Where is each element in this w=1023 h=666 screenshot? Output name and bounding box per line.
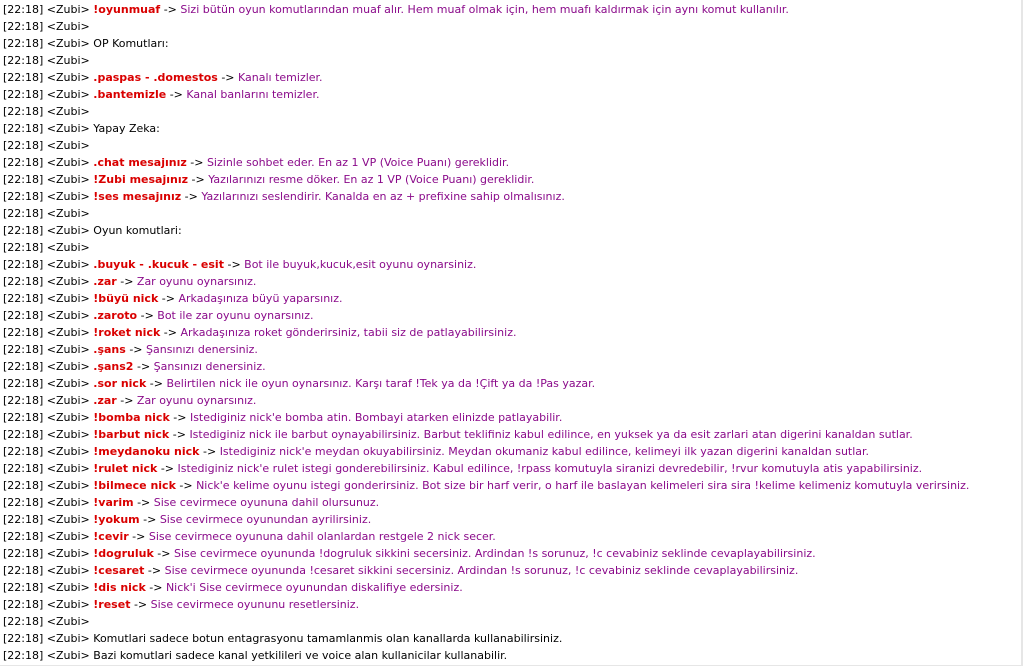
arrow-separator: -> [191, 173, 205, 186]
command-description: Zar oyunu oynarsınız. [136, 275, 257, 288]
sender-nick[interactable]: <Zubi> [46, 309, 90, 322]
sender-nick[interactable]: <Zubi> [46, 88, 90, 101]
chat-line [0, 426, 1021, 443]
sender-nick[interactable]: <Zubi> [46, 496, 90, 509]
timestamp: [22:18] [3, 445, 44, 458]
timestamp: [22:18] [3, 88, 44, 101]
command-description: Yazılarınızı resme döker. En az 1 VP (Voice Puanı) gereklidir. [208, 173, 535, 186]
sender-nick[interactable]: <Zubi> [46, 411, 90, 424]
command-name: !Zubi mesajınız [93, 173, 189, 186]
timestamp: [22:18] [3, 292, 44, 305]
command-name: !rulet nick [93, 462, 158, 475]
timestamp: [22:18] [3, 190, 44, 203]
arrow-separator: -> [137, 496, 151, 509]
timestamp: [22:18] [3, 394, 44, 407]
command-description: Nick'i Sise cevirmece oyunundan diskalifiye edersiniz. [165, 581, 463, 594]
chat-line [0, 511, 1021, 528]
chat-line [0, 392, 1021, 409]
sender-nick[interactable]: <Zubi> [46, 326, 90, 339]
sender-nick[interactable]: <Zubi> [46, 292, 90, 305]
chat-line [0, 239, 1021, 256]
timestamp: [22:18] [3, 71, 44, 84]
message-text: Oyun komutlari: [93, 224, 182, 237]
timestamp: [22:18] [3, 649, 44, 662]
chat-line [0, 69, 1021, 86]
timestamp: [22:18] [3, 513, 44, 526]
sender-nick[interactable]: <Zubi> [46, 71, 90, 84]
command-description: Sizinle sohbet eder. En az 1 VP (Voice Puanı) gereklidir. [206, 156, 510, 169]
chat-line [0, 460, 1021, 477]
sender-nick[interactable]: <Zubi> [46, 632, 90, 645]
command-name: !cesaret [93, 564, 145, 577]
chat-line [0, 375, 1021, 392]
command-name: .chat mesajınız [93, 156, 187, 169]
arrow-separator: -> [161, 292, 175, 305]
arrow-separator: -> [140, 309, 154, 322]
timestamp: [22:18] [3, 428, 44, 441]
sender-nick[interactable]: <Zubi> [46, 54, 90, 67]
timestamp: [22:18] [3, 547, 44, 560]
chat-line [0, 358, 1021, 375]
command-description: Sise cevirmece oyununda !cesaret sikkini secersiniz. Ardindan !s sorunuz, !c cevabiniz seklinde cevaplayabilirsiniz. [164, 564, 799, 577]
timestamp: [22:18] [3, 377, 44, 390]
chat-line [0, 613, 1021, 630]
chat-line [0, 154, 1021, 171]
chat-line [0, 188, 1021, 205]
timestamp: [22:18] [3, 326, 44, 339]
arrow-separator: -> [149, 377, 163, 390]
sender-nick[interactable]: <Zubi> [46, 530, 90, 543]
sender-nick[interactable]: <Zubi> [46, 343, 90, 356]
sender-nick[interactable]: <Zubi> [46, 598, 90, 611]
arrow-separator: -> [221, 71, 235, 84]
sender-nick[interactable]: <Zubi> [46, 360, 90, 373]
chat-line [0, 18, 1021, 35]
timestamp: [22:18] [3, 224, 44, 237]
timestamp: [22:18] [3, 105, 44, 118]
command-description: Sise cevirmece oyununa dahil olursunuz. [153, 496, 380, 509]
sender-nick[interactable]: <Zubi> [46, 139, 90, 152]
chat-line [0, 1, 1021, 18]
chat-line [0, 409, 1021, 426]
timestamp: [22:18] [3, 530, 44, 543]
command-name: .bantemizle [93, 88, 167, 101]
chat-line [0, 52, 1021, 69]
timestamp: [22:18] [3, 632, 44, 645]
command-description: Istediginiz nick'e bomba atin. Bombayi atarken elinizde patlayabilir. [189, 411, 563, 424]
arrow-separator: -> [120, 394, 134, 407]
command-description: Kanal banlarını temizler. [186, 88, 320, 101]
timestamp: [22:18] [3, 20, 44, 33]
command-description: Nick'e kelime oyunu istegi gonderirsiniz. Bot size bir harf verir, o harf ile baslayan kelimeleri sira sira !kelime kelimeniz komutuyla verirsiniz. [196, 479, 970, 492]
timestamp: [22:18] [3, 3, 44, 16]
command-description: Arkadaşınıza roket gönderirsiniz, tabii siz de patlayabilirsiniz. [180, 326, 517, 339]
arrow-separator: -> [133, 598, 148, 611]
command-name: .buyuk - .kucuk - esit [93, 258, 224, 271]
chat-line [0, 528, 1021, 545]
command-description: Istediginiz nick'e meydan okuyabilirsiniz. Meydan okumaniz kabul edilince, kelimeyi ilk yazan digerini kanaldan sutlar. [219, 445, 870, 458]
chat-line [0, 307, 1021, 324]
chat-line [0, 35, 1021, 52]
sender-nick[interactable]: <Zubi> [46, 190, 90, 203]
chat-line [0, 171, 1021, 188]
arrow-separator: -> [157, 547, 171, 560]
sender-nick[interactable]: <Zubi> [46, 156, 90, 169]
arrow-separator: -> [179, 479, 193, 492]
arrow-separator: -> [143, 513, 157, 526]
command-description: Yazılarınızı seslendirir. Kanalda en az + prefixine sahip olmalısınız. [201, 190, 565, 203]
timestamp: [22:18] [3, 343, 44, 356]
sender-nick[interactable]: <Zubi> [46, 20, 90, 33]
command-name: !büyü nick [93, 292, 159, 305]
command-description: Istediginiz nick'e rulet istegi gonderebilirsiniz. Kabul edilince, !rpass komutuyla siranizi devredebilir, !rvur komutuyla atis yapabilirsiniz. [177, 462, 923, 475]
chat-line [0, 86, 1021, 103]
timestamp: [22:18] [3, 54, 44, 67]
sender-nick[interactable]: <Zubi> [46, 105, 90, 118]
sender-nick[interactable]: <Zubi> [46, 462, 90, 475]
arrow-separator: -> [132, 530, 146, 543]
timestamp: [22:18] [3, 37, 44, 50]
timestamp: [22:18] [3, 122, 44, 135]
command-name: .sor nick [93, 377, 147, 390]
arrow-separator: -> [149, 581, 163, 594]
message-text: Komutlari sadece botun entagrasyonu tamamlanmis olan kanallarda kullanabilirsiniz. [93, 632, 563, 645]
command-name: !reset [93, 598, 131, 611]
chat-line [0, 120, 1021, 137]
command-name: !varim [93, 496, 134, 509]
timestamp: [22:18] [3, 479, 44, 492]
command-name: !roket nick [93, 326, 161, 339]
arrow-separator: -> [203, 445, 217, 458]
arrow-separator: -> [169, 88, 183, 101]
command-name: !dogruluk [93, 547, 154, 560]
sender-nick[interactable]: <Zubi> [46, 37, 90, 50]
command-description: Sise cevirmece oyunundan ayrilirsiniz. [159, 513, 372, 526]
timestamp: [22:18] [3, 598, 44, 611]
command-name: .şans2 [93, 360, 134, 373]
sender-nick[interactable]: <Zubi> [46, 275, 90, 288]
command-description: Sise cevirmece oyununda !dogruluk sikkini secersiniz. Ardindan !s sorunuz, !c cevabiniz seklinde cevaplayabilirsiniz. [173, 547, 816, 560]
chat-line [0, 494, 1021, 511]
arrow-separator: -> [163, 3, 177, 16]
timestamp: [22:18] [3, 581, 44, 594]
chat-line [0, 596, 1021, 613]
chat-line [0, 443, 1021, 460]
command-description: Kanalı temizler. [238, 71, 323, 84]
timestamp: [22:18] [3, 258, 44, 271]
arrow-separator: -> [190, 156, 204, 169]
command-name: .zaroto [93, 309, 138, 322]
timestamp: [22:18] [3, 462, 44, 475]
message-text: Yapay Zeka: [93, 122, 160, 135]
timestamp: [22:18] [3, 241, 44, 254]
arrow-separator: -> [172, 428, 186, 441]
arrow-separator: -> [147, 564, 162, 577]
command-name: .şans [93, 343, 126, 356]
timestamp: [22:18] [3, 275, 44, 288]
sender-nick[interactable]: <Zubi> [46, 581, 90, 594]
sender-nick[interactable]: <Zubi> [46, 224, 90, 237]
command-description: Bot ile zar oyunu oynarsınız. [157, 309, 314, 322]
command-description: Istediginiz nick ile barbut oynayabilirsiniz. Barbut teklifiniz kabul edilince, en yuksek ya da esit zarlari atan digerini kanaldan sutlar. [189, 428, 913, 441]
sender-nick[interactable]: <Zubi> [46, 564, 90, 577]
sender-nick[interactable]: <Zubi> [46, 241, 90, 254]
sender-nick[interactable]: <Zubi> [46, 547, 90, 560]
timestamp: [22:18] [3, 496, 44, 509]
command-name: !yokum [93, 513, 140, 526]
command-description: Arkadaşınıza büyü yaparsınız. [178, 292, 343, 305]
chat-line [0, 137, 1021, 154]
chat-line [0, 205, 1021, 222]
sender-nick[interactable]: <Zubi> [46, 3, 90, 16]
timestamp: [22:18] [3, 411, 44, 424]
arrow-separator: -> [160, 462, 174, 475]
chat-line [0, 273, 1021, 290]
arrow-separator: -> [173, 411, 187, 424]
command-name: !cevir [93, 530, 129, 543]
sender-nick[interactable]: <Zubi> [46, 479, 90, 492]
chat-line [0, 324, 1021, 341]
command-description: Şansınızı denersiniz. [146, 343, 258, 356]
chat-line [0, 579, 1021, 596]
timestamp: [22:18] [3, 615, 44, 628]
arrow-separator: -> [163, 326, 177, 339]
command-description: Sizi bütün oyun komutlarından muaf alır. Hem muaf olmak için, hem muafı kaldırmak için aynı komut kullanılır. [180, 3, 789, 16]
command-name: .zar [93, 394, 117, 407]
chat-line [0, 103, 1021, 120]
sender-nick[interactable]: <Zubi> [46, 173, 90, 186]
timestamp: [22:18] [3, 156, 44, 169]
message-text: OP Komutları: [93, 37, 169, 50]
command-name: .paspas - .domestos [93, 71, 218, 84]
sender-nick[interactable]: <Zubi> [46, 513, 90, 526]
chat-line [0, 290, 1021, 307]
chat-line [0, 562, 1021, 579]
command-name: !oyunmuaf [93, 3, 161, 16]
chat-line [0, 477, 1021, 494]
command-name: !ses mesajınız [93, 190, 182, 203]
sender-nick[interactable]: <Zubi> [46, 394, 90, 407]
sender-nick[interactable]: <Zubi> [46, 258, 90, 271]
command-name: !dis nick [93, 581, 146, 594]
chat-line [0, 256, 1021, 273]
sender-nick[interactable]: <Zubi> [46, 649, 90, 662]
sender-nick[interactable]: <Zubi> [46, 428, 90, 441]
arrow-separator: -> [136, 360, 151, 373]
chat-line [0, 545, 1021, 562]
chat-line [0, 647, 1021, 664]
timestamp: [22:18] [3, 139, 44, 152]
command-description: Sise cevirmece oyununa dahil olanlardan restgele 2 nick secer. [148, 530, 496, 543]
command-name: !barbut nick [93, 428, 170, 441]
timestamp: [22:18] [3, 207, 44, 220]
chat-line [0, 341, 1021, 358]
timestamp: [22:18] [3, 309, 44, 322]
command-name: !meydanoku nick [93, 445, 200, 458]
arrow-separator: -> [184, 190, 198, 203]
sender-nick[interactable]: <Zubi> [46, 207, 90, 220]
command-description: Belirtilen nick ile oyun oynarsınız. Karşı taraf !Tek ya da !Çift ya da !Pas yazar. [166, 377, 596, 390]
arrow-separator: -> [227, 258, 241, 271]
sender-nick[interactable]: <Zubi> [46, 122, 90, 135]
command-description: Şansınızı denersiniz. [153, 360, 266, 373]
timestamp: [22:18] [3, 173, 44, 186]
timestamp: [22:18] [3, 360, 44, 373]
sender-nick[interactable]: <Zubi> [46, 615, 90, 628]
command-description: Zar oyunu oynarsınız. [136, 394, 257, 407]
command-name: !bilmece nick [93, 479, 176, 492]
chat-line [0, 630, 1021, 647]
command-name: !bomba nick [93, 411, 170, 424]
chat-line [0, 222, 1021, 239]
message-text: Bazi komutlari sadece kanal yetkilileri ve voice alan kullanicilar kullanabilir. [93, 649, 508, 662]
command-name: .zar [93, 275, 117, 288]
arrow-separator: -> [129, 343, 143, 356]
timestamp: [22:18] [3, 564, 44, 577]
arrow-separator: -> [120, 275, 134, 288]
sender-nick[interactable]: <Zubi> [46, 377, 90, 390]
command-description: Bot ile buyuk,kucuk,esit oyunu oynarsiniz. [244, 258, 477, 271]
command-description: Sise cevirmece oyununu resetlersiniz. [150, 598, 360, 611]
sender-nick[interactable]: <Zubi> [46, 445, 90, 458]
